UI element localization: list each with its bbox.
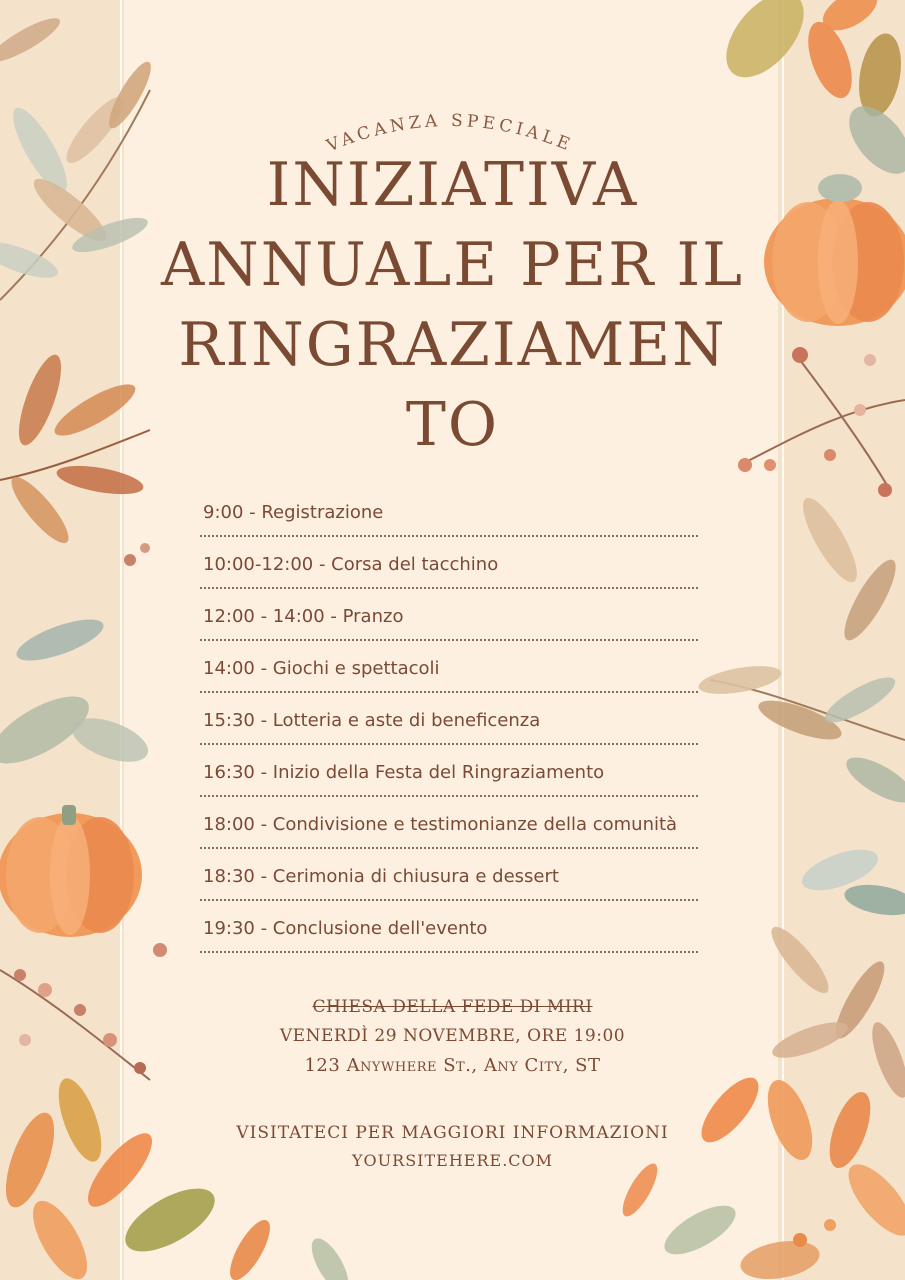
info-block — [130, 1120, 775, 1174]
schedule-item — [200, 641, 698, 693]
schedule-item-text: 19:30 - Conclusione dell'evento — [203, 917, 488, 939]
schedule-item-text: 15:30 - Lotteria e aste di beneficenza — [203, 709, 541, 731]
schedule-item-text: 18:30 - Cerimonia di chiusura e dessert — [203, 865, 559, 887]
schedule-item — [200, 485, 698, 537]
border-line-left — [120, 0, 122, 1280]
venue-name: CHIESA DELLA FEDE DI MIRI — [312, 997, 593, 1017]
schedule-item — [200, 797, 698, 849]
schedule-item-text: 12:00 - 14:00 - Pranzo — [203, 605, 404, 627]
pumpkin-right — [764, 174, 905, 326]
venue-block — [130, 993, 775, 1081]
schedule-item — [200, 901, 698, 953]
schedule-item-text: 10:00-12:00 - Corsa del tacchino — [203, 553, 499, 575]
leaf-cluster-right-lower — [764, 920, 905, 1102]
event-title — [130, 145, 775, 465]
schedule-item — [200, 849, 698, 901]
schedule-item-text: 16:30 - Inizio della Festa del Ringraziamento — [203, 761, 605, 783]
schedule-item — [200, 745, 698, 797]
schedule-list — [200, 485, 698, 953]
border-line-right — [782, 0, 784, 1280]
schedule-item-text: 18:00 - Condivisione e testimonianze della comunità — [203, 813, 678, 835]
info-cta: VISITATECI PER MAGGIORI INFORMAZIONI — [236, 1123, 669, 1143]
website-link[interactable]: YOURSITEHERE.COM — [351, 1151, 554, 1170]
venue-address: 123 Anywhere St., Any City, ST — [304, 1055, 601, 1076]
kicker-text: VACANZA SPECIALE — [323, 110, 577, 157]
title-line: ANNUALE PER IL — [160, 230, 745, 300]
schedule-item — [200, 537, 698, 589]
schedule-item — [200, 693, 698, 745]
schedule-item — [200, 589, 698, 641]
schedule-item-text: 14:00 - Giochi e spettacoli — [203, 657, 440, 679]
schedule-item-text: 9:00 - Registrazione — [203, 501, 384, 523]
event-date: VENERDÌ 29 NOVEMBRE, ORE 19:00 — [279, 1026, 626, 1046]
title-line: RINGRAZIAMEN — [178, 310, 727, 380]
title-line: INIZIATIVA — [266, 150, 639, 220]
title-line: TO — [405, 390, 500, 460]
